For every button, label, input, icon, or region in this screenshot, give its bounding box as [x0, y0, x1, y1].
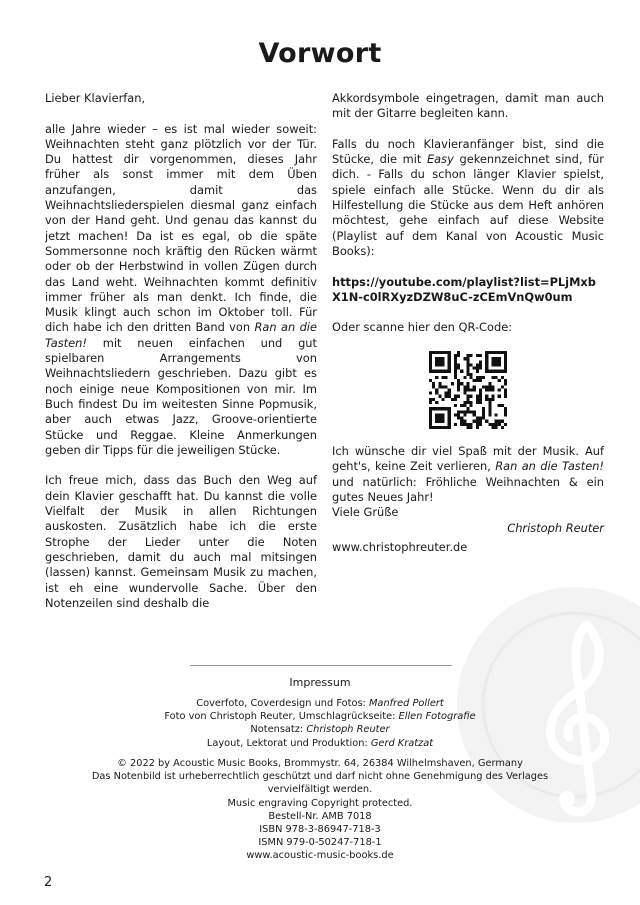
signature: Christoph Reuter — [507, 520, 604, 535]
impressum-credits — [70, 697, 570, 750]
greeting: Lieber Klavierfan, — [45, 91, 146, 105]
legal-line: vervielfältigt werden. — [267, 784, 373, 796]
author-website[interactable]: www.christophreuter.de — [332, 539, 468, 554]
paragraph: Ich wünsche dir viel Spaß mit der Musik. Auf geht's, keine Zeit verlieren, Ran an die Tasten! und natürlich: Fröhliche Weihnachten & ein gutes Neues Jahr! — [332, 444, 604, 504]
closing: Viele Grüße — [332, 505, 399, 520]
legal-line: Music engraving Copyright protected. — [227, 797, 413, 809]
divider — [190, 665, 452, 666]
page-number: 2 — [44, 875, 53, 890]
page-title: Vorwort — [258, 38, 382, 69]
playlist-link[interactable]: https://youtube.com/playlist?list=PLjMxbX1N-c0lRXyzDZW8uC-zCEmVnQw0um — [332, 274, 596, 304]
qr-code-icon[interactable] — [429, 351, 507, 429]
paragraph: Akkordsymbole eingetragen, damit man auch mit der Gitarre begleiten kann. — [332, 91, 604, 121]
book-title: Ran an die Tasten! — [45, 320, 317, 350]
right-column — [332, 91, 604, 555]
impressum-legal — [70, 757, 570, 863]
paragraph: Falls du noch Klavieranfänger bist, sind die Stücke, die mit Easy gekennzeichnet sind, für dich. - Falls du schon länger Klavier spielst, spiele einfach alle Stücke. Wenn du dir als Hilfestellung die Stücke aus dem Heft anhören möchtest, gehe einfach auf diese Website (Playlist auf dem Kanal von Acoustic Music Books): — [332, 136, 604, 258]
book-title: Ran an die Tasten! — [495, 459, 604, 474]
legal-line: Bestell-Nr. AMB 7018 — [268, 810, 372, 822]
credit-line: Notensatz: Christoph Reuter — [250, 724, 390, 736]
paragraph: Ich freue mich, dass das Buch den Weg auf dein Klavier geschafft hat. Du kannst die volle Vielfalt der Musik in allen Richtungen auskosten. Zusätzlich habe ich die erste Strophe der Lieder unter die Noten geschrieben, damit du auch mal mitsingen (lassen) kannst. Gemeinsam Musik zu machen, ist eh eine wundervolle Sache. Über den Notenzeilen sind deshalb die — [45, 473, 317, 610]
legal-line: © 2022 by Acoustic Music Books, Brommystr. 64, 26384 Wilhelmshaven, Germany — [117, 758, 523, 769]
credit-line: Foto von Christoph Reuter, Umschlagrückseite: Ellen Fotografie — [164, 711, 476, 723]
legal-line: ISMN 979-0-50247-718-1 — [258, 837, 382, 849]
legal-line: ISBN 978-3-86947-718-3 — [259, 824, 381, 836]
impressum-heading: Impressum — [289, 676, 351, 689]
left-column — [45, 91, 317, 611]
legal-line: Das Notenbild ist urheberrechtlich geschützt und darf nicht ohne Genehmigung des Verlages — [91, 771, 549, 783]
paragraph: alle Jahre wieder – es ist mal wieder soweit: Weihnachten steht ganz plötzlich vor der Tür. Du hattest dir vorgenommen, dieses Jahr früher als sonst immer mit dem Üben anzufangen, damit das Weihnachtsliederspielen diesmal ganz einfach von der Hand geht. Und genau das kannst du jetzt machen! Da ist es egal, ob die späte Sommersonne noch kräftig den Rücken wärmt oder ob der Herbstwind in vollen Zügen durch das Land weht. Weihnachten kommt definitiv immer früher als man denkt. Ich finde, die Musik klingt auch schon im Oktober toll. Für dich habe ich den dritten Band von Ran an die Tasten! mit neuen einfachen und gut spielbaren Arrangements von Weihnachtsliedern geschrieben. Dazu gibt es noch einige neue Kompositionen von mir. Im Buch findest Du im weitesten Sinne Popmusik, aber auch etwas Jazz, Groove-orientierte Stücke und Reggae. Kleine Anmerkungen geben dir Tipps für die jeweiligen Stücke. — [45, 121, 317, 457]
publisher-website[interactable]: www.acoustic-music-books.de — [246, 850, 394, 862]
credit-line: Layout, Lektorat und Produktion: Gerd Kratzat — [206, 737, 434, 749]
qr-instruction: Oder scanne hier den QR-Code: — [332, 320, 513, 335]
easy-label: Easy — [426, 152, 454, 167]
credit-line: Coverfoto, Coverdesign und Fotos: Manfred Pollert — [196, 698, 444, 709]
